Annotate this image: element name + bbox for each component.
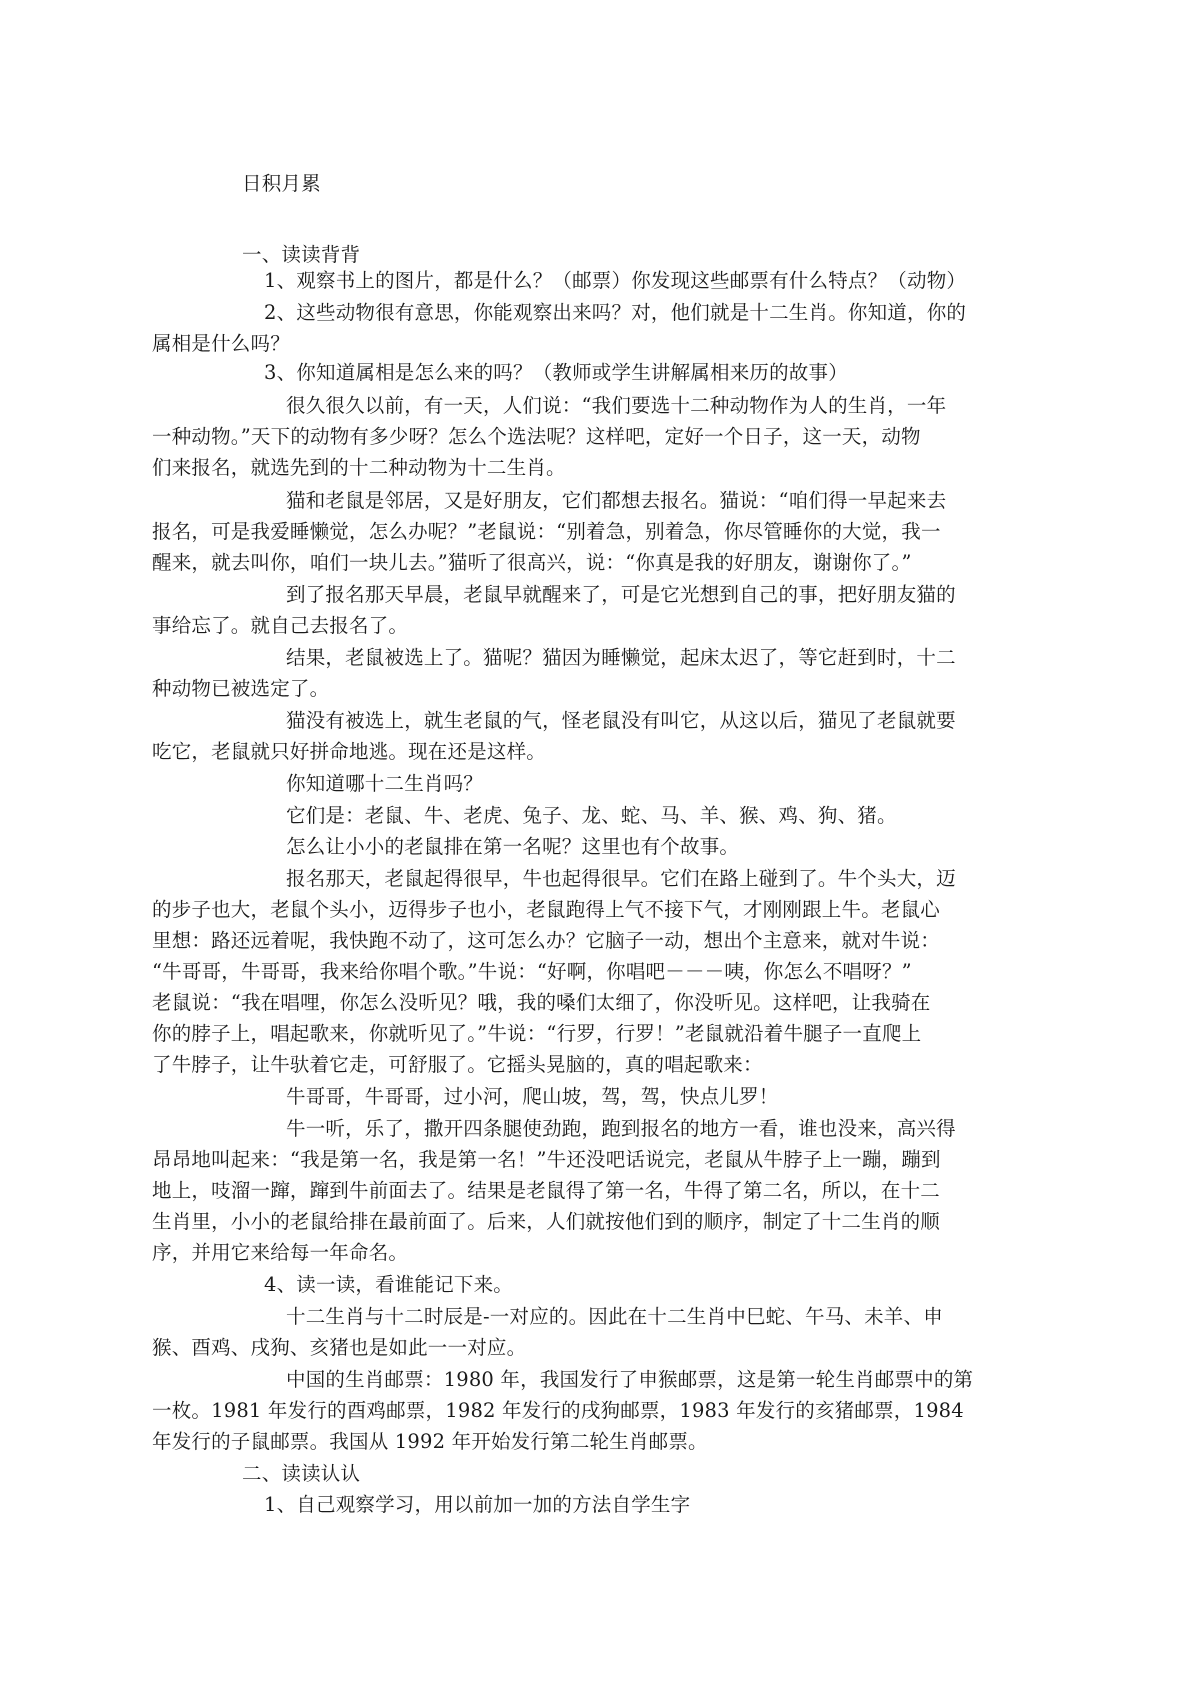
paragraph-line: 昂昂地叫起来：“我是第一名，我是第一名！”牛还没吧话说完，老鼠从牛脖子上一蹦，蹦到 xyxy=(152,1148,941,1171)
paragraph-line: 报名那天，老鼠起得很早，牛也起得很早。它们在路上碰到了。牛个头大，迈 xyxy=(286,867,956,890)
paragraph-line: 怎么让小小的老鼠排在第一名呢？这里也有个故事。 xyxy=(286,835,740,858)
paragraph-line: “牛哥哥，牛哥哥，我来给你唱个歌。”牛说：“好啊，你唱吧－－－咦，你怎么不唱呀？” xyxy=(152,960,912,983)
paragraph-line: 一枚。1981 年发行的酉鸡邮票，1982 年发行的戌狗邮票，1983 年发行的亥猪邮票，1984 xyxy=(152,1399,964,1422)
question-1: 1、自己观察学习，用以前加一加的方法自学生字 xyxy=(264,1493,691,1516)
paragraph-line: 老鼠说：“我在唱哩，你怎么没听见？哦，我的嗓们太细了，你没听见。这样吧，让我骑在 xyxy=(152,991,931,1014)
paragraph-line: 猫没有被选上，就生老鼠的气，怪老鼠没有叫它，从这以后，猫见了老鼠就要 xyxy=(286,709,956,732)
question-4: 4、读一读，看谁能记下来。 xyxy=(264,1273,514,1296)
question-1: 1、观察书上的图片，都是什么？（邮票）你发现这些邮票有什么特点？（动物） xyxy=(264,269,967,292)
paragraph-line: 猫和老鼠是邻居，又是好朋友，它们都想去报名。猫说：“咱们得一早起来去 xyxy=(286,489,947,512)
paragraph-line: 年发行的子鼠邮票。我国从 1992 年开始发行第二轮生肖邮票。 xyxy=(152,1430,708,1453)
page-title: 日积月累 xyxy=(242,172,321,195)
paragraph-line: 结果，老鼠被选上了。猫呢？猫因为睡懒觉，起床太迟了，等它赶到时，十二 xyxy=(286,646,956,669)
paragraph-line: 吃它，老鼠就只好拼命地逃。现在还是这样。 xyxy=(152,740,547,763)
paragraph-line: 醒来，就去叫你，咱们一块儿去。”猫听了很高兴，说：“你真是我的好朋友，谢谢你了。” xyxy=(152,551,912,574)
section-heading: 二、读读认认 xyxy=(242,1462,361,1485)
paragraph-line: 的步子也大，老鼠个头小，迈得步子也小，老鼠跑得上气不接下气，才刚刚跟上牛。老鼠心 xyxy=(152,898,941,921)
paragraph-line: 种动物已被选定了。 xyxy=(152,677,330,700)
paragraph-line: 中国的生肖邮票：1980 年，我国发行了申猴邮票，这是第一轮生肖邮票中的第 xyxy=(286,1368,974,1391)
question-2-line-2: 属相是什么吗？ xyxy=(152,332,290,355)
paragraph-line: 一种动物。”天下的动物有多少呀？怎么个选法呢？这样吧，定好一个日子，这一天，动物 xyxy=(152,425,921,448)
paragraph-line: 生肖里，小小的老鼠给排在最前面了。后来，人们就按他们到的顺序，制定了十二生肖的顺 xyxy=(152,1210,941,1233)
question-2-line-1: 2、这些动物很有意思，你能观察出来吗？对，他们就是十二生肖。你知道，你的 xyxy=(264,301,967,324)
paragraph-line: 牛一听，乐了，撒开四条腿使劲跑，跑到报名的地方一看，谁也没来，高兴得 xyxy=(286,1117,956,1140)
paragraph-line: 你知道哪十二生肖吗？ xyxy=(286,772,484,795)
paragraph-line: 到了报名那天早晨，老鼠早就醒来了，可是它光想到自己的事，把好朋友猫的 xyxy=(286,583,956,606)
paragraph-line: 事给忘了。就自己去报名了。 xyxy=(152,614,409,637)
paragraph-line: 报名，可是我爱睡懒觉，怎么办呢？”老鼠说：“别着急，别着急，你尽管睡你的大觉，我一 xyxy=(152,520,941,543)
paragraph-line: 里想：路还远着呢，我快跑不动了，这可怎么办？它脑子一动，想出个主意来，就对牛说： xyxy=(152,929,941,952)
song-line: 牛哥哥，牛哥哥，过小河，爬山坡，驾，驾，快点儿罗！ xyxy=(286,1085,779,1108)
question-3: 3、你知道属相是怎么来的吗？（教师或学生讲解属相来历的故事） xyxy=(264,361,848,384)
paragraph-line: 很久很久以前，有一天，人们说：“我们要选十二种动物作为人的生肖，一年 xyxy=(286,394,947,417)
paragraph-line: 十二生肖与十二时辰是-一对应的。因此在十二生肖中巳蛇、午马、未羊、申 xyxy=(286,1305,943,1328)
paragraph-line: 你的脖子上，唱起歌来，你就听见了。”牛说：“行罗，行罗！”老鼠就沿着牛腿子一直爬上 xyxy=(152,1022,922,1045)
paragraph-line: 们来报名，就选先到的十二种动物为十二生肖。 xyxy=(152,456,566,479)
paragraph-line: 了牛脖子，让牛驮着它走，可舒服了。它摇头晃脑的，真的唱起歌来： xyxy=(152,1053,763,1076)
paragraph-line: 序，并用它来给每一年命名。 xyxy=(152,1241,409,1264)
section-heading: 一、读读背背 xyxy=(242,243,361,266)
paragraph-line: 地上，吱溜一蹿，蹿到牛前面去了。结果是老鼠得了第一名，牛得了第二名，所以，在十二 xyxy=(152,1179,941,1202)
paragraph-line: 猴、酉鸡、戌狗、亥猪也是如此一一对应。 xyxy=(152,1336,527,1359)
paragraph-line: 它们是：老鼠、牛、老虎、兔子、龙、蛇、马、羊、猴、鸡、狗、猪。 xyxy=(286,804,897,827)
